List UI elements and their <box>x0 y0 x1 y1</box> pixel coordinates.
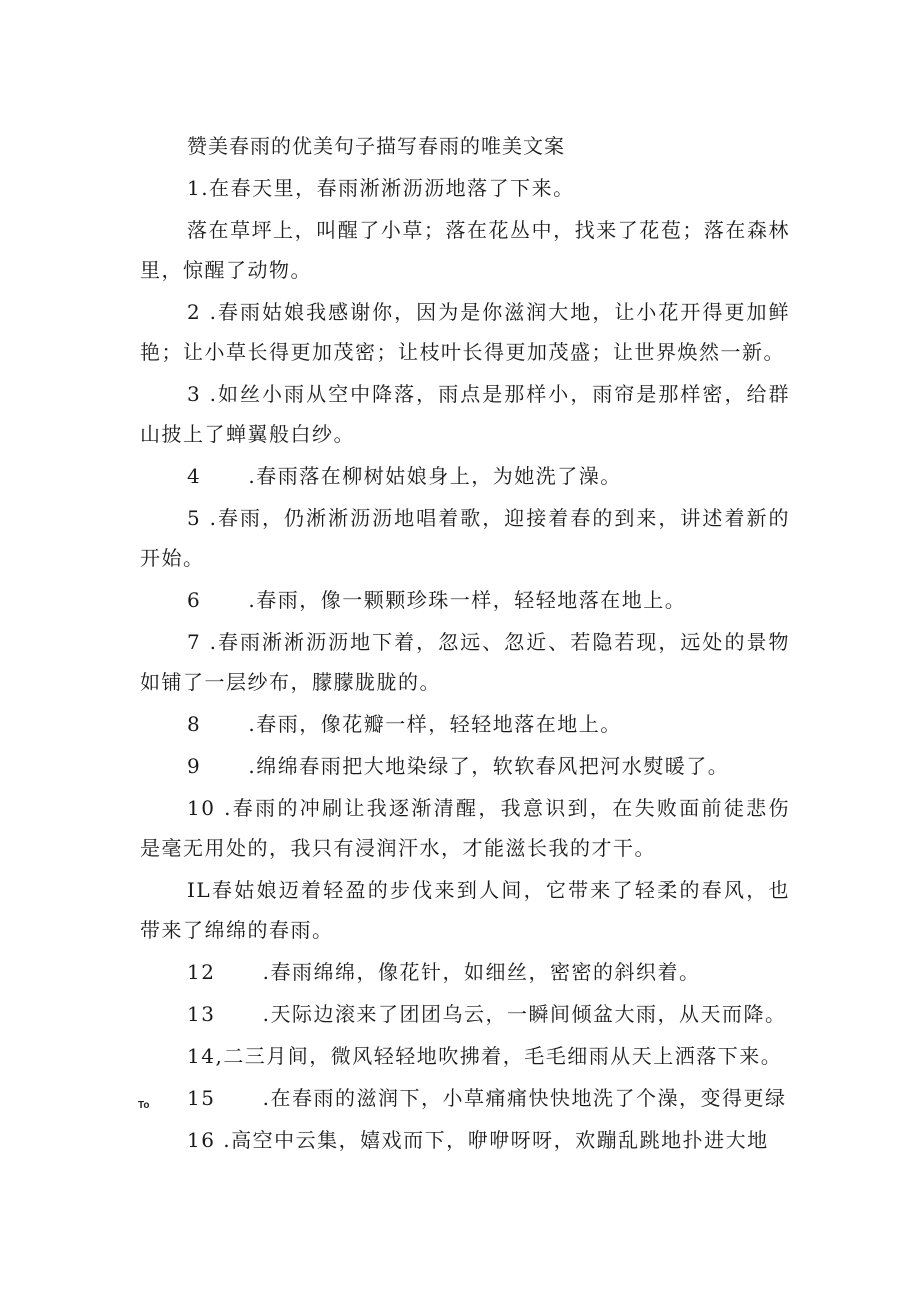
paragraph-list <box>140 168 790 1160</box>
paragraph-text: 落在草坪上，叫醒了小草；落在花丛中，找来了花苞；落在森林里，惊醒了动物。 <box>140 218 790 282</box>
paragraph <box>140 456 790 496</box>
paragraph <box>140 994 790 1034</box>
paragraph <box>140 870 790 950</box>
paragraph-text: 二三月间，微风轻轻地吹拂着，毛毛细雨从天上洒落下来。 <box>223 1044 783 1068</box>
document-body <box>140 128 790 1162</box>
paragraph <box>140 952 790 992</box>
paragraph <box>140 704 790 744</box>
paragraph-number: 4 . <box>187 464 257 488</box>
paragraph <box>140 1120 790 1160</box>
paragraph-text: 在春雨的滋润下，小草痛痛快快地洗了个澡，变得更绿 <box>270 1086 787 1110</box>
paragraph-number: 16 . <box>187 1128 232 1152</box>
paragraph <box>140 374 790 454</box>
paragraph <box>140 210 790 290</box>
paragraph <box>140 498 790 578</box>
paragraph <box>140 1078 790 1118</box>
paragraph-text: 春姑娘迈着轻盈的步伐来到人间，它带来了轻柔的春风，也带来了绵绵的春雨。 <box>140 878 790 942</box>
paragraph <box>140 580 790 620</box>
paragraph-text: 高空中云集，嬉戏而下，咿咿呀呀，欢蹦乱跳地扑进大地 <box>231 1128 769 1152</box>
paragraph-number: 7 . <box>187 630 218 654</box>
paragraph-number: 3 . <box>187 382 218 406</box>
paragraph-number: 14, <box>187 1044 224 1068</box>
paragraph-number: 5 . <box>187 506 218 530</box>
paragraph-number: 2 . <box>187 300 218 324</box>
stray-mark: To <box>138 1100 150 1111</box>
paragraph-number: 10 . <box>187 796 232 820</box>
paragraph-text: 绵绵春雨把大地染绿了，软软春风把河水熨暖了。 <box>256 754 730 778</box>
paragraph <box>140 168 790 208</box>
paragraph-text: 春雨，像花瓣一样，轻轻地落在地上。 <box>256 712 622 736</box>
paragraph-number: 8 . <box>187 712 257 736</box>
paragraph-number: 6 . <box>187 588 257 612</box>
paragraph <box>140 622 790 702</box>
paragraph-number: 12 . <box>187 960 271 984</box>
paragraph-text: 春雨的冲刷让我逐渐清醒，我意识到，在失败面前徒悲伤是毫无用处的，我只有浸润汗水，才能滋长我的才干。 <box>140 796 790 860</box>
paragraph <box>140 292 790 372</box>
paragraph-text: 春雨淅淅沥沥地下着，忽远、忽近、若隐若现，远处的景物如铺了一层纱布，朦朦胧胧的。 <box>140 630 790 694</box>
paragraph-number: 13 . <box>187 1002 271 1026</box>
paragraph <box>140 788 790 868</box>
paragraph-text: 在春天里，春雨淅淅沥沥地落了下来。 <box>209 176 575 200</box>
paragraph-text: 天际边滚来了团团乌云，一瞬间倾盆大雨，从天而降。 <box>270 1002 787 1026</box>
paragraph <box>140 746 790 786</box>
paragraph-text: 春雨姑娘我感谢你，因为是你滋润大地，让小花开得更加鲜艳；让小草长得更加茂密；让枝叶长得更加茂盛；让世界焕然一新。 <box>140 300 790 364</box>
paragraph <box>140 1036 790 1076</box>
paragraph-number: IL <box>187 878 212 902</box>
paragraph-text: 春雨绵绵，像花针，如细丝，密密的斜织着。 <box>270 960 701 984</box>
paragraph-text: 春雨，仍淅淅沥沥地唱着歌，迎接着春的到来，讲述着新的开始。 <box>140 506 790 570</box>
paragraph-number: 15 . <box>187 1086 271 1110</box>
paragraph-number: 1. <box>187 176 210 200</box>
paragraph-text: 春雨，像一颗颗珍珠一样，轻轻地落在地上。 <box>256 588 687 612</box>
paragraph-text: 如丝小雨从空中降落，雨点是那样小，雨帘是那样密，给群山披上了蝉翼般白纱。 <box>140 382 790 446</box>
paragraph-number: 9 . <box>187 754 257 778</box>
paragraph-text: 春雨落在柳树姑娘身上，为她洗了澡。 <box>256 464 622 488</box>
document-title: 赞美春雨的优美句子描写春雨的唯美文案 <box>187 134 565 158</box>
